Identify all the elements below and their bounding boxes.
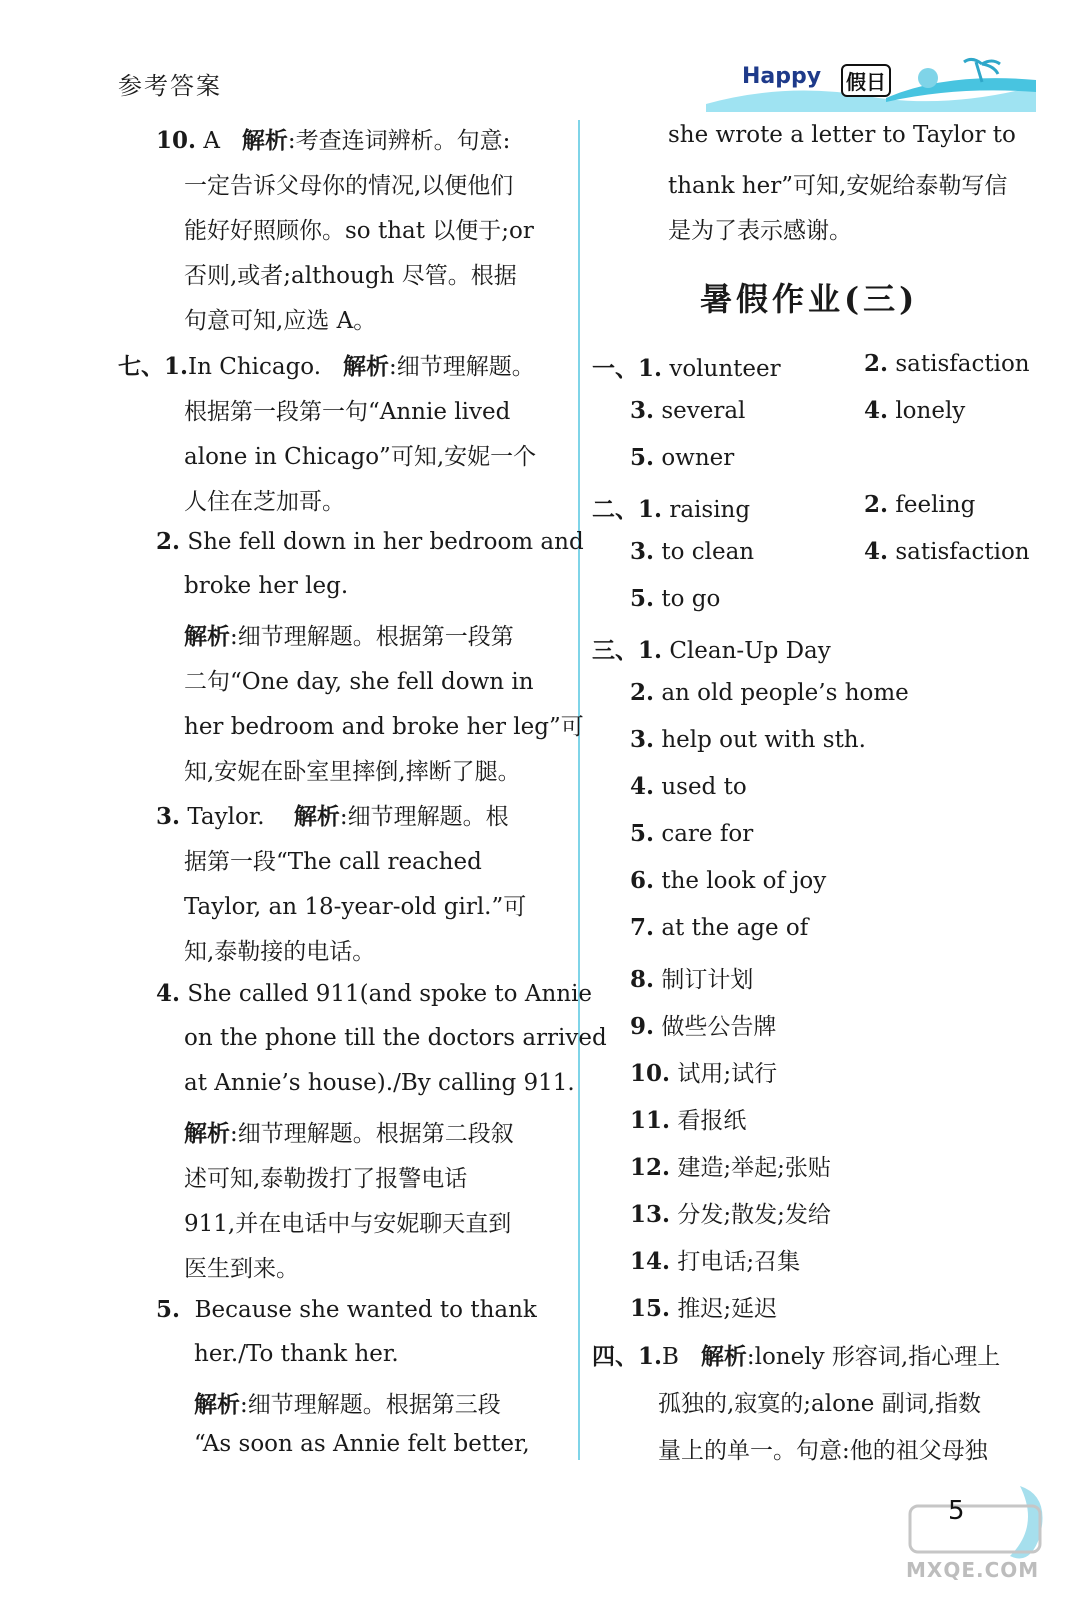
header-title: 参考答案 bbox=[118, 72, 222, 100]
text-line: “As soon as Annie felt better, bbox=[194, 1431, 530, 1457]
section-title: 暑假作业(三) bbox=[700, 280, 919, 318]
list-item: 2. satisfaction bbox=[864, 350, 1030, 377]
answer-line: 3. Taylor. 解析:细节理解题。根 bbox=[156, 803, 509, 830]
list-item: 13. 分发;散发;发给 bbox=[630, 1201, 831, 1228]
text-line: 据第一段“The call reached bbox=[184, 849, 482, 875]
answer-line: 4. She called 911(and spoke to Annie bbox=[156, 980, 593, 1007]
text-line: 医生到来。 bbox=[184, 1256, 299, 1282]
text-line: 孤独的,寂寞的;alone 副词,指数 bbox=[658, 1391, 982, 1417]
text-line: 句意可知,应选 A。 bbox=[184, 308, 377, 334]
column-divider bbox=[578, 120, 580, 1460]
text-line: her bedroom and broke her leg”可 bbox=[184, 714, 584, 740]
list-item: 二、1. raising bbox=[592, 496, 751, 523]
list-item: 3. several bbox=[630, 397, 746, 424]
watermark-text: MXQE.COM bbox=[906, 1558, 1040, 1582]
list-item: 15. 推迟;延迟 bbox=[630, 1295, 778, 1322]
list-item: 10. 试用;试行 bbox=[630, 1060, 778, 1087]
text-line: at Annie’s house)./By calling 911. bbox=[184, 1070, 575, 1096]
list-item: 一、1. volunteer bbox=[592, 355, 781, 382]
list-item: 9. 做些公告牌 bbox=[630, 1013, 777, 1040]
analysis-line: 解析:细节理解题。根据第一段第 bbox=[184, 623, 514, 650]
answer-line: 四、1.B 解析:lonely 形容词,指心理上 bbox=[592, 1343, 1001, 1370]
list-item: 6. the look of joy bbox=[630, 867, 827, 894]
text-line: 是为了表示感谢。 bbox=[668, 218, 852, 244]
answer-line: 七、1.In Chicago. 解析:细节理解题。 bbox=[118, 353, 535, 380]
list-item: 5. owner bbox=[630, 444, 735, 471]
text-line: alone in Chicago”可知,安妮一个 bbox=[184, 444, 537, 470]
text-line: 根据第一段第一句“Annie lived bbox=[184, 399, 511, 425]
text-line: her./To thank her. bbox=[194, 1341, 399, 1367]
text-line: Taylor, an 18-year-old girl.”可 bbox=[184, 894, 527, 920]
happy-holiday-logo bbox=[706, 52, 1036, 112]
text-line: thank her”可知,安妮给泰勒写信 bbox=[668, 173, 1008, 199]
list-item: 3. to clean bbox=[630, 538, 755, 565]
text-line: 述可知,泰勒拨打了报警电话 bbox=[184, 1166, 468, 1192]
analysis-line: 解析:细节理解题。根据第二段叙 bbox=[184, 1120, 514, 1147]
list-item: 11. 看报纸 bbox=[630, 1107, 747, 1134]
text-line: broke her leg. bbox=[184, 573, 349, 599]
list-item: 7. at the age of bbox=[630, 914, 809, 941]
logo-text: Happy bbox=[742, 64, 822, 89]
list-item: 4. lonely bbox=[864, 397, 966, 424]
list-item: 8. 制订计划 bbox=[630, 966, 754, 993]
text-line: 知,安妮在卧室里摔倒,摔断了腿。 bbox=[184, 759, 521, 785]
text-line: 人住在芝加哥。 bbox=[184, 489, 345, 515]
list-item: 3. help out with sth. bbox=[630, 726, 866, 753]
list-item: 4. used to bbox=[630, 773, 747, 800]
watermark-logo bbox=[900, 1476, 1070, 1586]
list-item: 2. feeling bbox=[864, 491, 976, 518]
list-item: 12. 建造;举起;张贴 bbox=[630, 1154, 831, 1181]
text-line: 能好好照顾你。so that 以便于;or bbox=[184, 218, 534, 244]
page-number: 5 bbox=[948, 1496, 965, 1526]
answer-line: 10. A 解析:考查连词辨析。句意: bbox=[156, 127, 511, 154]
text-line: 二句“One day, she fell down in bbox=[184, 669, 534, 695]
list-item: 14. 打电话;召集 bbox=[630, 1248, 801, 1275]
text-line: 否则,或者;although 尽管。根据 bbox=[184, 263, 517, 289]
answer-line: 5. Because she wanted to thank bbox=[156, 1296, 537, 1323]
answer-line: 2. She fell down in her bedroom and bbox=[156, 528, 584, 555]
text-line: 量上的单一。句意:他的祖父母独 bbox=[658, 1438, 988, 1464]
logo-badge: 假日 bbox=[841, 64, 891, 97]
analysis-line: 解析:细节理解题。根据第三段 bbox=[194, 1391, 501, 1418]
list-item: 5. to go bbox=[630, 585, 721, 612]
text-line: 知,泰勒接的电话。 bbox=[184, 939, 376, 965]
list-item: 4. satisfaction bbox=[864, 538, 1030, 565]
list-item: 三、1. Clean-Up Day bbox=[592, 637, 831, 664]
list-item: 5. care for bbox=[630, 820, 754, 847]
text-line: 一定告诉父母你的情况,以便他们 bbox=[184, 173, 514, 199]
list-item: 2. an old people’s home bbox=[630, 679, 909, 706]
text-line: on the phone till the doctors arrived bbox=[184, 1025, 607, 1051]
text-line: 911,并在电话中与安妮聊天直到 bbox=[184, 1211, 512, 1237]
text-line: she wrote a letter to Taylor to bbox=[668, 122, 1016, 148]
